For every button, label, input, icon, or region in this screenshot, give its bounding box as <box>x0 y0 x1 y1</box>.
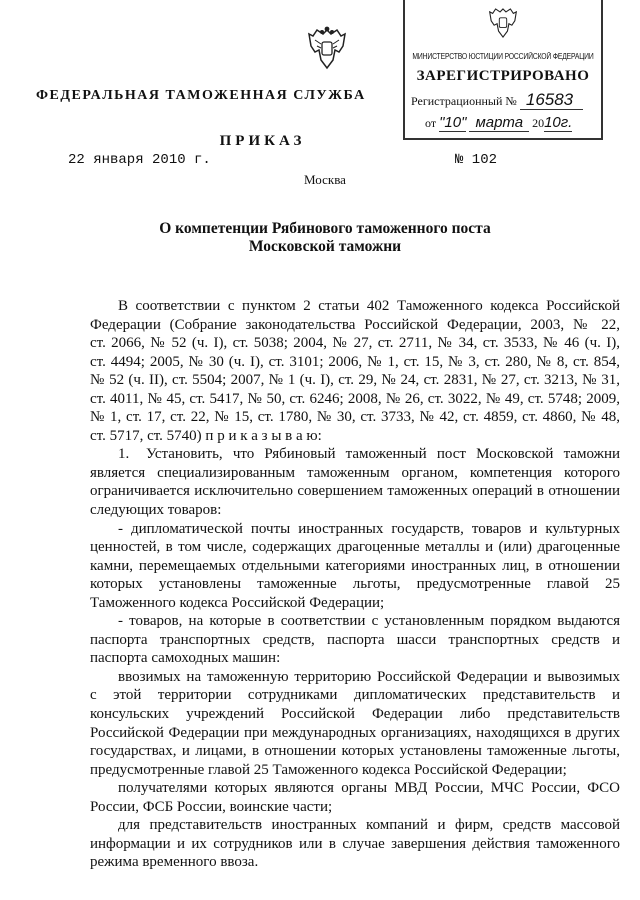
document-body <box>90 297 620 872</box>
body-line: информации и их сотрудников или в случае завершения действия таможенного <box>90 835 620 852</box>
body-line: Российской Федерации при международных организациях, находящихся в других <box>90 724 620 741</box>
body-line: ст. 4011, № 45, ст. 5417, № 50, ст. 6246; 2008, № 26, ст. 3022, № 49, ст. 5748; 2009, <box>90 390 620 407</box>
document-title <box>0 220 640 256</box>
body-line: Федерации (Собрание законодательства Российской Федерации, 2003, № 22, <box>90 316 620 333</box>
body-line: государствах, и лицами, в отношении которых установлены таможенные льготы, <box>90 743 620 760</box>
body-line: ст. 2066, № 52 (ч. I), ст. 5038; 2004, № 27, ст. 2711, № 34, ст. 3533, № 46 (ч. I), <box>90 335 620 352</box>
body-line: получателями которых являются органы МВД России, МЧС России, ФСО <box>118 780 620 797</box>
title-line: О компетенции Рябинового таможенного поста <box>159 220 491 237</box>
stamp-year-suffix: 10г. <box>544 114 573 131</box>
body-line: ценностей, в том числе, содержащих драгоценные металлы и (или) драгоценные <box>90 539 620 556</box>
body-line: консульских учреждений Российской Федерации либо представительств <box>90 706 620 723</box>
body-line: является специализированным таможенным органом, компетенция которого <box>90 464 620 481</box>
document-city: Москва <box>304 172 346 187</box>
document-date: 22 января 2010 г. <box>68 152 211 168</box>
title-line: Московской таможни <box>248 238 402 255</box>
body-line: Установить, что Рябиновый таможенный пост Московской таможни <box>146 446 620 463</box>
body-line: для представительств иностранных компаний и фирм, средств массовой <box>118 817 620 834</box>
body-line: ограничивается исключительно совершением таможенных операций в отношении <box>90 483 620 500</box>
stamp-reg-number: 16583 <box>520 90 583 110</box>
body-line: предусмотренные главой 25 Таможенного кодекса Российской Федерации; <box>90 761 567 778</box>
body-line: с этой территории сотрудниками дипломатических представительств и <box>90 687 620 704</box>
body-line: паспорта транспортных средств, паспорта шасси транспортных средств и <box>90 631 620 648</box>
body-line: России, ФСБ России, воинские части; <box>90 798 333 815</box>
stamp-day: "10" <box>439 114 467 131</box>
stamp-emblem-icon <box>488 6 518 40</box>
document-number: № 102 <box>455 152 498 168</box>
body-line: режима временного ввоза. <box>90 854 259 871</box>
body-line: № 52 (ч. II), ст. 5504; 2007, № 1 (ч. I), ст. 29, № 24, ст. 2831, № 27, ст. 3213, № 31, <box>90 372 620 389</box>
body-line: ст. 4494; 2005, № 30 (ч. I), ст. 3101; 2006, № 1, ст. 15, № 3, ст. 280, № 8, ст. 854, <box>90 353 620 370</box>
body-line: следующих товаров: <box>90 502 222 519</box>
body-line: камни, перемещаемых отдельными категориями иностранных лиц, в отношении <box>90 557 620 574</box>
item-1-line <box>90 445 620 464</box>
body-line: ввозимых на таможенную территорию Российской Федерации и вывозимых <box>118 668 620 685</box>
body-line: № 1, ст. 17, ст. 22, № 15, ст. 1780, № 30, ст. 3733, № 42, ст. 4859, ст. 4860, № 48, <box>90 409 620 426</box>
body-line: В соответствии с пунктом 2 статьи 402 Таможенного кодекса Российской <box>118 298 620 314</box>
stamp-date-prefix: от <box>425 116 437 130</box>
document-type: ПРИКАЗ <box>219 133 306 149</box>
stamp-ministry: МИНИСТЕРСТВО ЮСТИЦИИ РОССИЙСКОЙ ФЕДЕРАЦИИ <box>412 52 594 61</box>
stamp-year-prefix: 20 <box>532 116 545 130</box>
stamp-date-row <box>425 114 572 131</box>
body-line: - товаров, на которые в соответствии с установленным порядком выдаются <box>118 613 620 630</box>
body-line: - дипломатической почты иностранных государств, товаров и культурных <box>118 520 620 537</box>
body-line: которых установлены таможенные льготы, предусмотренные главой 25 <box>90 576 620 593</box>
stamp-registered: ЗАРЕГИСТРИРОВАНО <box>416 68 590 84</box>
body-line: ст. 5717, ст. 5740) п р и к а з ы в а ю: <box>90 427 322 444</box>
body-line: паспорта самоходных машин: <box>90 650 281 667</box>
item-number: 1. <box>118 446 130 463</box>
stamp-reg-number-row <box>411 90 583 110</box>
stamp-month: марта <box>469 114 529 132</box>
registration-stamp <box>403 0 603 140</box>
body-line: Таможенного кодекса Российской Федерации; <box>90 594 385 611</box>
stamp-reg-label: Регистрационный № <box>411 94 517 108</box>
russian-coat-of-arms-emblem <box>307 26 347 72</box>
agency-name: ФЕДЕРАЛЬНАЯ ТАМОЖЕННАЯ СЛУЖБА <box>36 88 366 103</box>
